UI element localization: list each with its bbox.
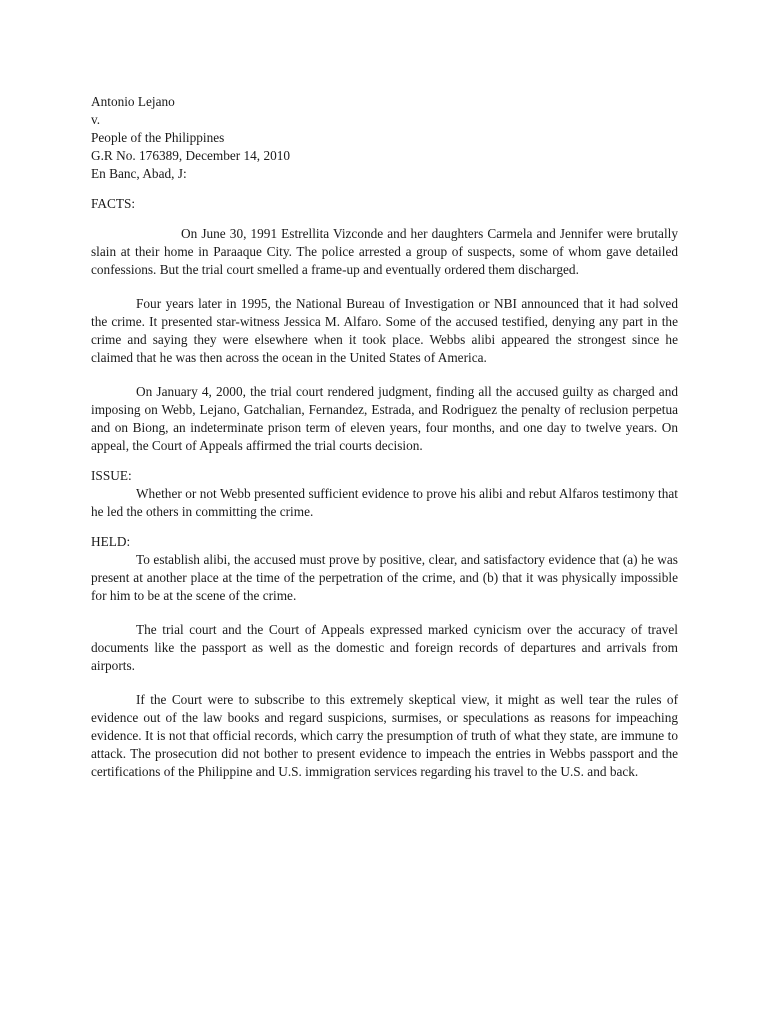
facts-paragraph-2: Four years later in 1995, the National Bureau of Investigation or NBI announced that it had solved the crime. It presented star-witness Jessica M. Alfaro. Some of the accused testified, denying any part in the crime and saying they were elsewhere when it took place. Webbs alibi appeared the strongest since he claimed that he was then across the ocean in the United States of America. [91,296,678,365]
facts-paragraph-1: On June 30, 1991 Estrellita Vizconde and her daughters Carmela and Jennifer were brutally slain at their home in Paraaque City. The police arrested a group of suspects, some of whom gave detailed confessions. But the trial court smelled a frame-up and eventually ordered them discharged. [91,226,678,277]
held-paragraph-3: If the Court were to subscribe to this extremely skeptical view, it might as well tear the rules of evidence out of the law books and regard suspicions, surmises, or speculations as reasons for impeaching evidence. It is not that official records, which carry the presumption of truth of what they state, are immune to attack. The prosecution did not bother to present evidence to impeach the entries in Webbs passport and the certifications of the Philippine and U.S. immigration services regarding his travel to the U.S. and back. [91,692,678,779]
held-paragraph-2: The trial court and the Court of Appeals expressed marked cynicism over the accuracy of travel documents like the passport as well as the domestic and foreign records of departures and arrivals from airports. [91,622,678,673]
case-number-date: G.R No. 176389, December 14, 2010 [91,148,291,163]
case-respondent: People of the Philippines [91,130,225,145]
held-heading: HELD: [91,534,131,549]
case-court-ponente: En Banc, Abad, J: [91,166,187,181]
case-versus: v. [91,112,101,127]
case-petitioner: Antonio Lejano [91,94,175,109]
issue-paragraph: Whether or not Webb presented sufficient evidence to prove his alibi and rebut Alfaros testimony that he led the others in committing the crime. [91,486,678,519]
held-paragraph-1: To establish alibi, the accused must prove by positive, clear, and satisfactory evidence that (a) he was present at another place at the time of the perpetration of the crime, and (b) that it was physically impossible for him to be at the scene of the crime. [91,552,678,603]
facts-heading: FACTS: [91,196,136,211]
facts-paragraph-3: On January 4, 2000, the trial court rendered judgment, finding all the accused guilty as charged and imposing on Webb, Lejano, Gatchalian, Fernandez, Estrada, and Rodriguez the penalty of reclusion perpetua and on Biong, an indeterminate prison term of eleven years, four months, and one day to twelve years. On appeal, the Court of Appeals affirmed the trial courts decision. [91,384,678,453]
document-page [91,93,678,781]
issue-heading: ISSUE: [91,468,132,483]
